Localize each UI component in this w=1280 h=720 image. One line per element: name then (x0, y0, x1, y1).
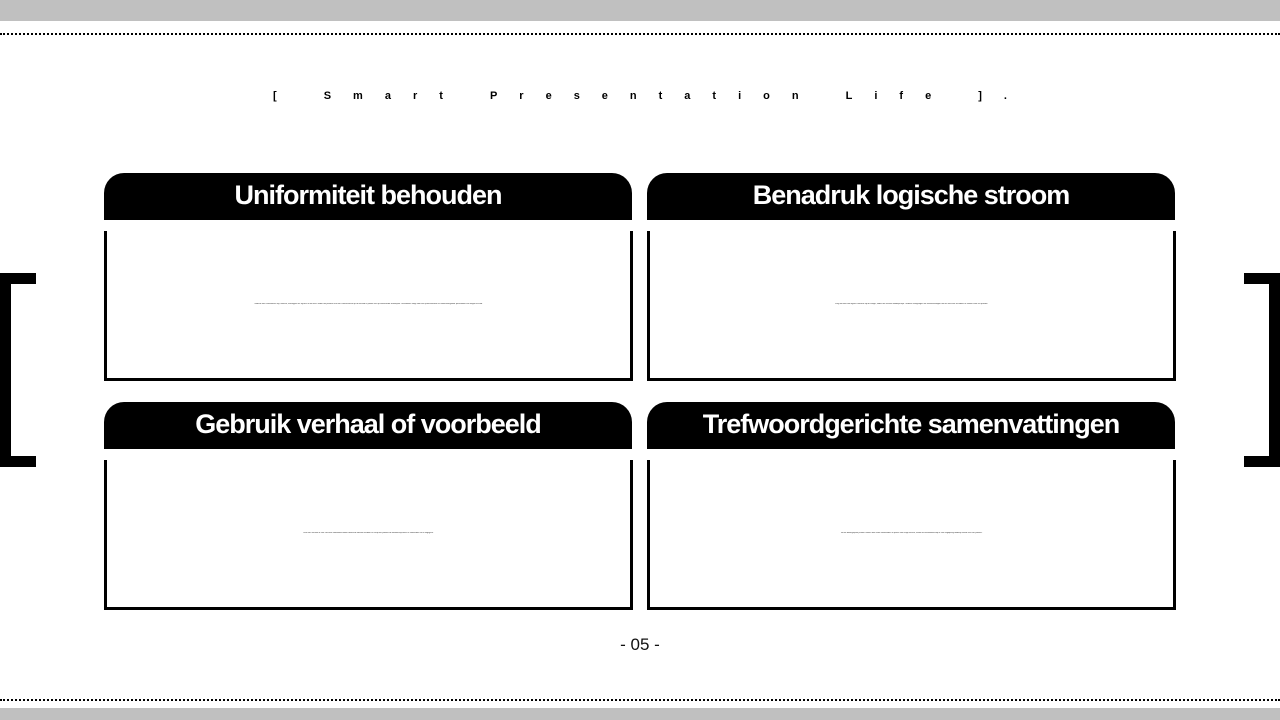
card-title-logical-flow: Benadruk logische stroom (647, 173, 1175, 220)
card-body-keyword-summaries (647, 460, 1176, 610)
card-title-keyword-summaries: Trefwoordgerichte samenvattingen (647, 402, 1175, 449)
card-title-uniformity: Uniformiteit behouden (104, 173, 632, 220)
right-bracket-decoration (1244, 273, 1280, 467)
slide-tagline: [ Smart Presentation Life ]. (273, 90, 1029, 102)
card-body-story-example (104, 460, 633, 610)
top-band (0, 0, 1280, 21)
card-text-logical-flow: Zorg dat elke dia logisch aansluit op de vorige, zodat het verhaal duidelijk blijft. Gebruik overgangen en samenvattingen om de structuur zichtbaar te maken voor het publiek. (835, 303, 988, 305)
card-body-logical-flow (647, 231, 1176, 381)
card-text-uniformity: Gebruik een consistente stijl, kleuren, lettertypen en lay-out in alle dia's zodat het publiek zich kan concentreren op de inhoud in plaats van op wisselende ontwerpen. Uniformiteit zorgt voor een professionele en samenhangende presentatie van begin tot eind. (254, 303, 483, 305)
card-title-story-example: Gebruik verhaal of voorbeeld (104, 402, 632, 449)
page-number: - 05 - (620, 635, 660, 654)
left-bracket-decoration (0, 273, 36, 467)
bottom-dotted-divider (0, 699, 1280, 701)
card-body-uniformity (104, 231, 633, 381)
bottom-band (0, 708, 1280, 720)
top-dotted-divider (0, 33, 1280, 35)
card-text-keyword-summaries: Vat de belangrijkste punten samen met korte trefwoorden in plaats van lange zinnen, zodat de kernboodschap in één oogopslag duidelijk wordt voor het publiek. (840, 532, 983, 534)
card-text-story-example: Een kort verhaal of een concreet voorbeeld maakt abstracte ideeën tastbaar en helpt het publiek de boodschap beter te onthouden en te begrijpen. (303, 532, 434, 534)
